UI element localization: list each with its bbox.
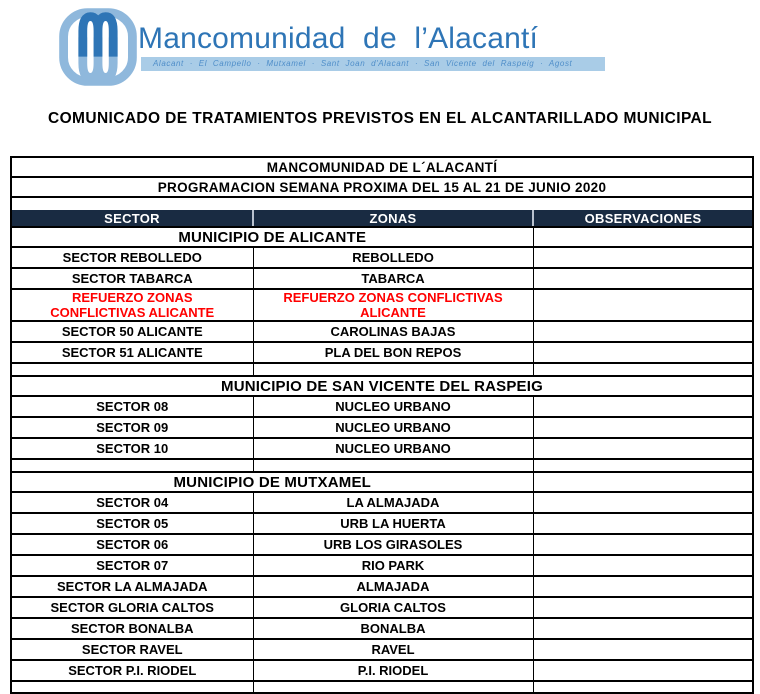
sector-cell: SECTOR 51 ALICANTE [11, 342, 253, 363]
table-row [11, 639, 753, 660]
sector-cell: SECTOR TABARCA [11, 268, 253, 289]
observaciones-cell [533, 597, 753, 618]
mancomunidad-logo-icon [58, 6, 138, 88]
page-header [0, 0, 760, 96]
section-header-row [11, 472, 753, 492]
table-row [11, 417, 753, 438]
observaciones-cell [533, 618, 753, 639]
partial-row [11, 681, 753, 693]
zona-cell: REFUERZO ZONAS CONFLICTIVAS ALICANTE [253, 289, 533, 321]
schedule-table-body [11, 157, 753, 693]
sector-cell: SECTOR GLORIA CALTOS [11, 597, 253, 618]
table-row [11, 576, 753, 597]
brand-name: Mancomunidad de l’Alacantí [138, 22, 539, 55]
observaciones-cell [533, 247, 753, 268]
observaciones-cell [533, 576, 753, 597]
spacer-zona-cell [253, 363, 533, 376]
spacer-sector-cell [11, 363, 253, 376]
spacer-row [11, 459, 753, 472]
table-row [11, 660, 753, 681]
zona-cell: CAROLINAS BAJAS [253, 321, 533, 342]
sector-cell: SECTOR BONALBA [11, 618, 253, 639]
sector-cell: SECTOR 04 [11, 492, 253, 513]
zona-cell: P.I. RIODEL [253, 660, 533, 681]
table-row [11, 247, 753, 268]
zona-cell: LA ALMAJADA [253, 492, 533, 513]
observaciones-cell [533, 513, 753, 534]
sector-cell: SECTOR 50 ALICANTE [11, 321, 253, 342]
table-title: MANCOMUNIDAD DE L´ALACANTÍ [11, 157, 753, 177]
zona-cell: URB LOS GIRASOLES [253, 534, 533, 555]
observaciones-cell [533, 321, 753, 342]
table-row [11, 396, 753, 417]
table-title-row [11, 157, 753, 177]
table-row [11, 513, 753, 534]
sector-cell: SECTOR 07 [11, 555, 253, 576]
zona-cell: RIO PARK [253, 555, 533, 576]
table-row [11, 438, 753, 459]
table-row [11, 289, 753, 321]
partial-zona-cell [253, 681, 533, 693]
sector-cell: SECTOR LA ALMAJADA [11, 576, 253, 597]
partial-observaciones-cell [533, 681, 753, 693]
zona-cell: URB LA HUERTA [253, 513, 533, 534]
section-title: MUNICIPIO DE ALICANTE [11, 227, 533, 247]
zona-cell: RAVEL [253, 639, 533, 660]
observaciones-cell [533, 492, 753, 513]
brand-tagline: Alacant · El Campello · Mutxamel · Sant Joan d'Alacant · San Vicente del Raspeig · Agost [141, 57, 605, 71]
sector-cell: SECTOR RAVEL [11, 639, 253, 660]
zona-cell: PLA DEL BON REPOS [253, 342, 533, 363]
section-title: MUNICIPIO DE MUTXAMEL [11, 472, 533, 492]
observaciones-cell [533, 268, 753, 289]
column-header-observaciones: OBSERVACIONES [533, 210, 753, 227]
table-row [11, 597, 753, 618]
table-subtitle: PROGRAMACION SEMANA PROXIMA DEL 15 AL 21 DE JUNIO 2020 [11, 177, 753, 197]
table-row [11, 268, 753, 289]
table-subtitle-row [11, 177, 753, 197]
zona-cell: NUCLEO URBANO [253, 417, 533, 438]
observaciones-cell [533, 534, 753, 555]
observaciones-cell [533, 639, 753, 660]
sector-cell: SECTOR 08 [11, 396, 253, 417]
column-header-row [11, 210, 753, 227]
zona-cell: NUCLEO URBANO [253, 438, 533, 459]
gap-row [11, 197, 753, 210]
sector-cell: SECTOR 05 [11, 513, 253, 534]
table-row [11, 534, 753, 555]
spacer-observaciones-cell [533, 363, 753, 376]
zona-cell: BONALBA [253, 618, 533, 639]
section-title: MUNICIPIO DE SAN VICENTE DEL RASPEIG [11, 376, 753, 396]
schedule-table [10, 156, 754, 694]
spacer-row [11, 363, 753, 376]
observaciones-cell [533, 417, 753, 438]
sector-cell: SECTOR 10 [11, 438, 253, 459]
table-row [11, 342, 753, 363]
sector-cell: SECTOR 09 [11, 417, 253, 438]
observaciones-cell [533, 342, 753, 363]
observaciones-cell [533, 289, 753, 321]
zona-cell: ALMAJADA [253, 576, 533, 597]
table-row [11, 555, 753, 576]
observaciones-cell [533, 555, 753, 576]
zona-cell: TABARCA [253, 268, 533, 289]
zona-cell: GLORIA CALTOS [253, 597, 533, 618]
observaciones-cell [533, 438, 753, 459]
observaciones-cell [533, 396, 753, 417]
column-header-zonas: ZONAS [253, 210, 533, 227]
spacer-zona-cell [253, 459, 533, 472]
sector-cell: SECTOR REBOLLEDO [11, 247, 253, 268]
document-title: COMUNICADO DE TRATAMIENTOS PREVISTOS EN EL ALCANTARILLADO MUNICIPAL [47, 110, 713, 127]
gap-cell [11, 197, 753, 210]
sector-cell: SECTOR 06 [11, 534, 253, 555]
zona-cell: REBOLLEDO [253, 247, 533, 268]
zona-cell: NUCLEO URBANO [253, 396, 533, 417]
spacer-observaciones-cell [533, 459, 753, 472]
sector-cell: SECTOR P.I. RIODEL [11, 660, 253, 681]
section-observaciones-cell [533, 472, 753, 492]
section-header-row [11, 376, 753, 396]
sector-cell: REFUERZO ZONAS CONFLICTIVAS ALICANTE [11, 289, 253, 321]
section-header-row [11, 227, 753, 247]
spacer-sector-cell [11, 459, 253, 472]
table-row [11, 492, 753, 513]
partial-sector-cell [11, 681, 253, 693]
observaciones-cell [533, 660, 753, 681]
table-row [11, 618, 753, 639]
table-row [11, 321, 753, 342]
section-observaciones-cell [533, 227, 753, 247]
column-header-sector: SECTOR [11, 210, 253, 227]
